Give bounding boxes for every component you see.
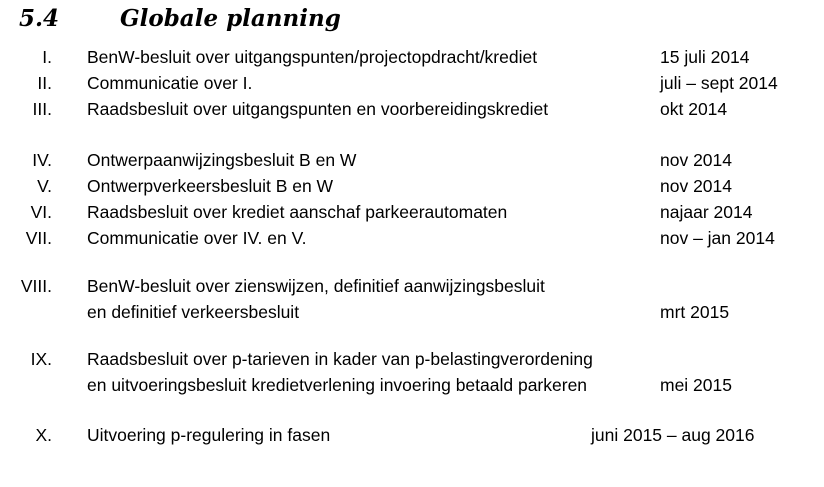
item-description: Communicatie over I. [87,73,253,93]
item-numeral: X. [35,425,52,445]
section-number: 5.4 [19,5,60,32]
item-numeral: IV. [32,150,52,170]
planning-item-ix [0,346,824,372]
item-numeral: I. [42,47,52,67]
item-numeral: VIII. [20,276,52,296]
item-numeral: V. [37,176,52,196]
item-date: mrt 2015 [660,302,730,322]
item-description: BenW-besluit over zienswijzen, definitief aanwijzingsbesluit [87,276,545,296]
planning-item-i [0,44,824,70]
planning-item-viii-continued [0,299,824,325]
planning-item-vi [0,199,824,225]
item-description: BenW-besluit over uitgangspunten/projectopdracht/krediet [87,47,538,67]
item-date: juni 2015 – aug 2016 [591,425,755,445]
planning-item-x [0,422,824,448]
item-description: Ontwerpverkeersbesluit B en W [87,176,334,196]
item-date: juli – sept 2014 [660,73,778,93]
planning-item-ix-continued [0,372,824,398]
item-date: nov 2014 [660,176,733,196]
planning-item-v [0,173,824,199]
item-date: mei 2015 [660,375,732,395]
item-date: nov – jan 2014 [660,228,775,248]
item-date: nov 2014 [660,150,733,170]
item-date: okt 2014 [660,99,728,119]
planning-item-ii [0,70,824,96]
item-description: Uitvoering p-regulering in fasen [87,425,331,445]
section-heading [0,2,824,36]
planning-item-vii [0,225,824,251]
item-numeral: IX. [30,349,52,369]
item-numeral: VI. [30,202,52,222]
item-description: Raadsbesluit over uitgangspunten en voorbereidingskrediet [87,99,549,119]
item-date: 15 juli 2014 [660,47,750,67]
item-description: Ontwerpaanwijzingsbesluit B en W [87,150,357,170]
item-numeral: III. [32,99,52,119]
item-description: Raadsbesluit over krediet aanschaf parkeerautomaten [87,202,508,222]
item-numeral: VII. [25,228,52,248]
item-date: najaar 2014 [660,202,753,222]
planning-item-iv [0,147,824,173]
section-title: Globale planning [120,5,341,32]
item-numeral: II. [37,73,52,93]
item-description-line-2: en uitvoeringsbesluit kredietverlening invoering betaald parkeren [87,375,588,395]
item-description: Raadsbesluit over p-tarieven in kader van p-belastingverordening [87,349,593,369]
item-description-line-2: en definitief verkeersbesluit [87,302,300,322]
item-description: Communicatie over IV. en V. [87,228,307,248]
planning-item-viii [0,273,824,299]
planning-item-iii [0,96,824,122]
